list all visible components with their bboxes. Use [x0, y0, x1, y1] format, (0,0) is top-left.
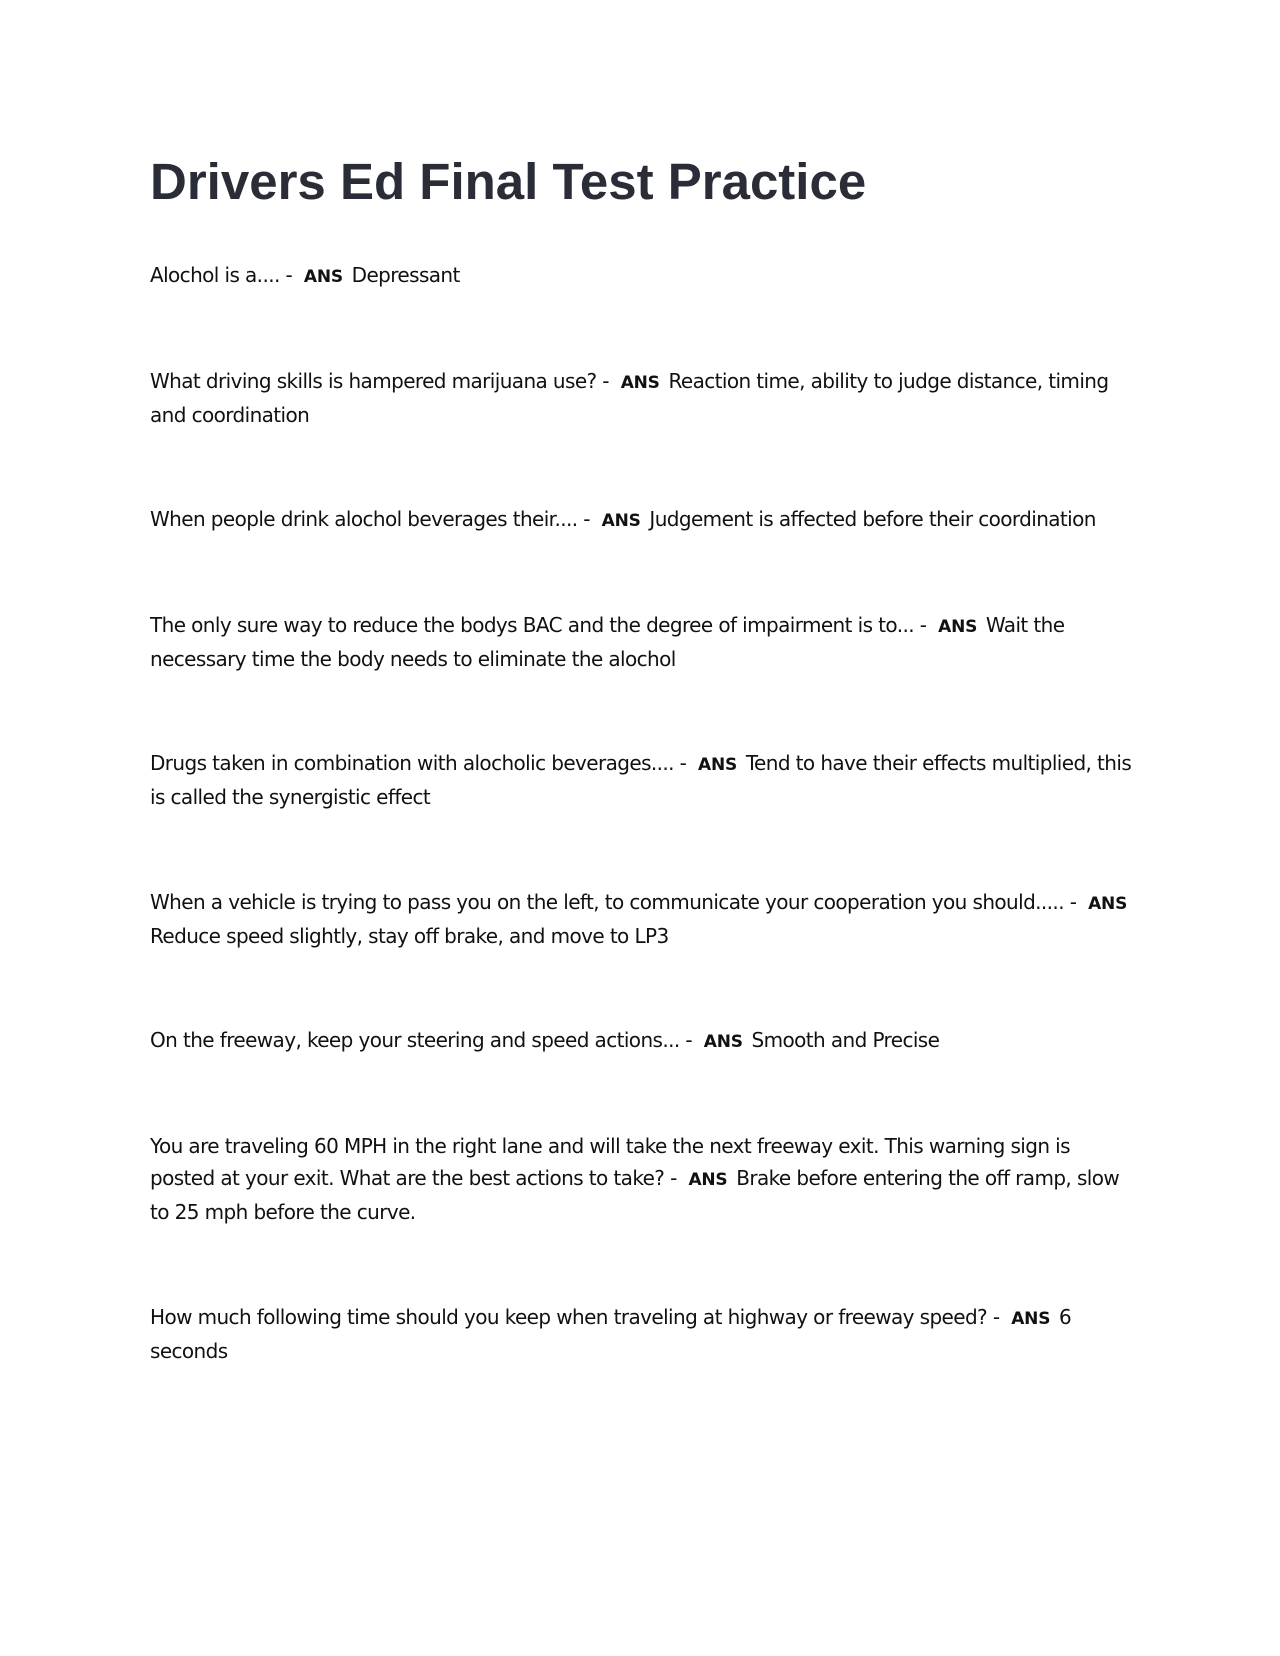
qa-item-7 — [150, 1024, 1135, 1058]
answer-marker: ANS — [698, 755, 738, 775]
answer-text: Reaction time, ability to judge distance, timing and coordination — [150, 369, 1109, 427]
answer-marker: ANS — [620, 373, 660, 393]
answer-marker: ANS — [938, 617, 978, 637]
question-text: The only sure way to reduce the bodys BAC and the degree of impairment is to... - — [150, 613, 933, 637]
question-text: Alochol is a.... - — [150, 263, 298, 287]
qa-item-8 — [150, 1130, 1135, 1228]
answer-text: Smooth and Precise — [745, 1028, 940, 1052]
qa-item-5 — [150, 747, 1135, 813]
question-text: What driving skills is hampered marijuana use? - — [150, 369, 615, 393]
answer-marker: ANS — [601, 511, 641, 531]
answer-marker: ANS — [688, 1170, 728, 1190]
question-text: Drugs taken in combination with alocholic beverages.... - — [150, 751, 693, 775]
answer-text: Tend to have their effects multiplied, this is called the synergistic effect — [150, 751, 1132, 809]
document-title: Drivers Ed Final Test Practice — [150, 153, 867, 210]
answer-text: Reduce speed slightly, stay off brake, and move to LP3 — [150, 924, 669, 948]
qa-item-1 — [150, 259, 1135, 293]
answer-text: Brake before entering the off ramp, slow to 25 mph before the curve. — [150, 1166, 1120, 1224]
question-text: When people drink alochol beverages their.... - — [150, 507, 596, 531]
question-text: On the freeway, keep your steering and speed actions... - — [150, 1028, 698, 1052]
qa-item-4 — [150, 609, 1135, 675]
answer-marker: ANS — [303, 267, 343, 287]
qa-item-2 — [150, 365, 1135, 431]
answer-marker: ANS — [1088, 894, 1128, 914]
answer-text: 6 seconds — [150, 1305, 1072, 1363]
answer-text: Wait the necessary time the body needs to eliminate the alochol — [150, 613, 1065, 671]
answer-text: Judgement is affected before their coordination — [643, 507, 1096, 531]
qa-item-3 — [150, 503, 1135, 537]
question-text: You are traveling 60 MPH in the right lane and will take the next freeway exit. This warning sign is posted at your exit. What are the best actions to take? - — [150, 1134, 1070, 1190]
answer-text: Depressant — [345, 263, 460, 287]
question-text: When a vehicle is trying to pass you on the left, to communicate your cooperation you should..... - — [150, 890, 1083, 914]
answer-marker: ANS — [703, 1032, 743, 1052]
question-text: How much following time should you keep when traveling at highway or freeway speed? - — [150, 1305, 1006, 1329]
qa-item-6 — [150, 886, 1135, 952]
answer-marker: ANS — [1011, 1309, 1051, 1329]
qa-item-9 — [150, 1301, 1135, 1367]
